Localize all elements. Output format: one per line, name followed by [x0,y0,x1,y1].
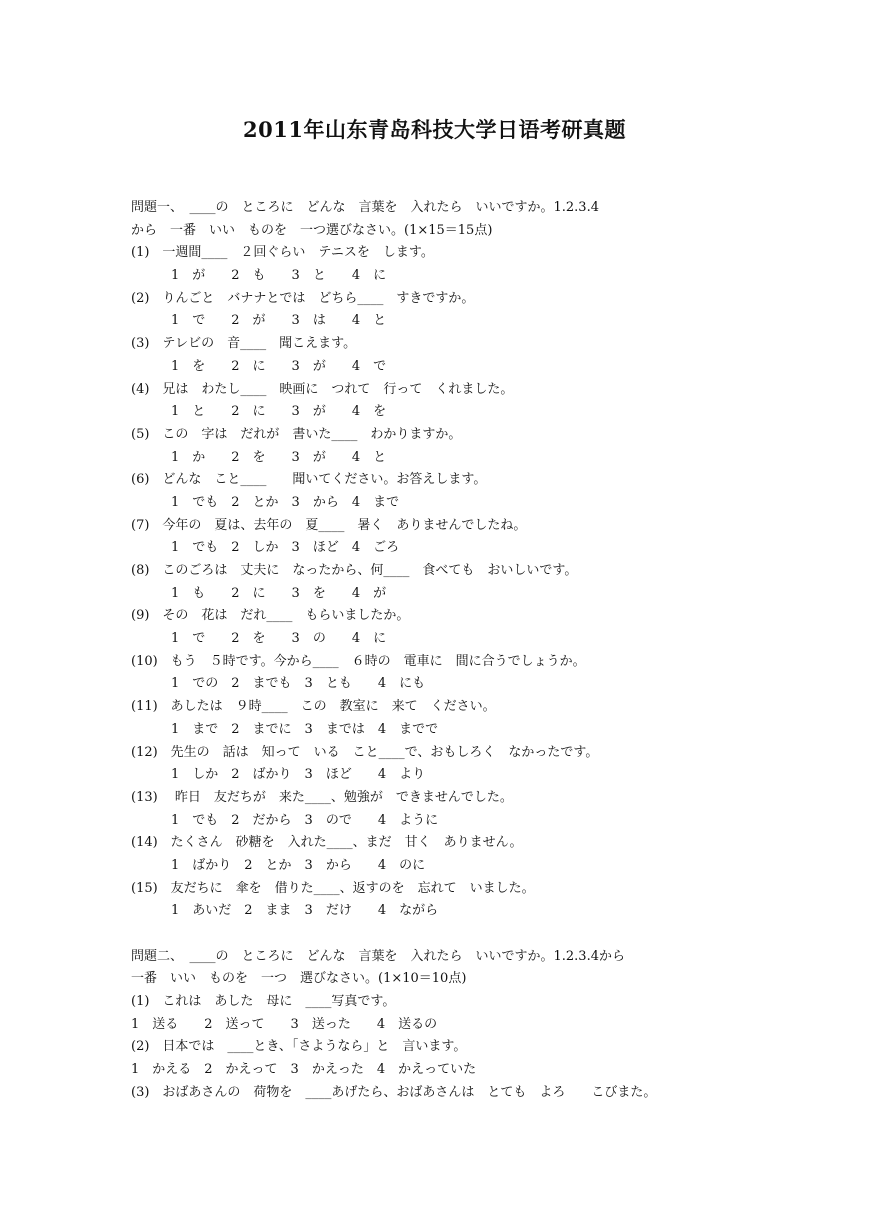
exam-content [131,197,831,1105]
answer-choices: 1 も 2 に 3 を 4 が [171,585,387,601]
question: (2) 日本では ____とき、「さようなら」と 言います。 [131,1039,467,1055]
section-1-header: 問題一、 ____の ところに どんな 言葉を 入れたら いいですか。1.2.3.4 [131,200,599,215]
section-2 [131,946,831,1105]
answer-choices: 1 が 2 も 3 と 4 に [171,268,387,284]
section-1 [131,197,831,923]
answer-choices: 1 を 2 に 3 が 4 で [171,358,387,374]
answer-choices: 1 か 2 を 3 が 4 と [171,449,387,465]
question: (9) その 花は だれ____ もらいましたか。 [131,608,410,624]
question: (4) 兄は わたし____ 映画に つれて 行って くれました。 [131,381,514,397]
question: (11) あしたは ９時____ この 教室に 来て ください。 [131,699,496,715]
answer-choices: 1 でも 2 とか 3 から 4 まで [171,494,400,510]
section-2-header: 問題二、 ____の ところに どんな 言葉を 入れたら いいですか。1.2.3.4から [131,948,625,964]
answer-choices: 1 でも 2 しか 3 ほど 4 ごろ [171,540,400,556]
answer-choices: 1 で 2 を 3 の 4 に [171,631,387,647]
question: (14) たくさん 砂糖を 入れた____、まだ 甘く ありません。 [131,835,523,851]
question: (1) 一週間____ ２回ぐらい テニスを します。 [131,245,434,261]
question: (3) おばあさんの 荷物を ____あげたら、おばあさんは とても よろ こびまた。 [131,1084,657,1100]
question: (15) 友だちに 傘を 借りた____、返すのを 忘れて いました。 [131,880,535,896]
answer-choices: 1 しか 2 ばかり 3 ほど 4 より [171,767,426,783]
section-1-header-continued: から 一番 いい ものを 一つ選びなさい。(1×15＝15点) [131,222,493,238]
answer-choices: 1 まで 2 までに 3 までは 4 までで [171,721,439,737]
question: (10) もう ５時です。今から____ ６時の 電車に 間に合うでしょうか。 [131,653,586,669]
answer-choices: 1 での 2 までも 3 とも 4 にも [171,676,426,692]
question: (3) テレビの 音____ 聞こえます。 [131,336,357,352]
question: (12) 先生の 話は 知って いる こと____で、おもしろく なかったです。 [131,744,599,760]
question: (6) どんな こと____ 聞いてください。お答えします。 [131,472,487,488]
question: (7) 今年の 夏は、去年の 夏____ 暑く ありませんでしたね。 [131,517,527,533]
document-title: 2011年山东青岛科技大学日语考研真题 [243,117,626,142]
question: (5) この 字は だれが 書いた____ わかりますか。 [131,426,462,442]
answer-choices: 1 でも 2 だから 3 ので 4 ように [171,812,439,828]
answer-choices: 1 かえる 2 かえって 3 かえった 4 かえっていた [131,1062,477,1078]
section-spacer [131,923,831,946]
answer-choices: 1 と 2 に 3 が 4 を [171,404,387,420]
question: (2) りんごと バナナとでは どちら____ すきですか。 [131,290,475,306]
answer-choices: 1 ばかり 2 とか 3 から 4 のに [171,857,426,873]
answer-choices: 1 で 2 が 3 は 4 と [171,313,387,329]
question: (13) 昨日 友だちが 来た____、勉強が できませんでした。 [131,789,513,805]
question: (1) これは あした 母に ____写真です。 [131,994,396,1010]
question: (8) このごろは 丈夫に なったから、何____ 食べても おいしいです。 [131,563,578,578]
answer-choices: 1 あいだ 2 まま 3 だけ 4 ながら [171,903,439,919]
answer-choices: 1 送る 2 送って 3 送った 4 送るの [131,1016,438,1032]
section-2-header-continued: 一番 いい ものを 一つ 選びなさい。(1×10＝10点) [131,971,467,987]
